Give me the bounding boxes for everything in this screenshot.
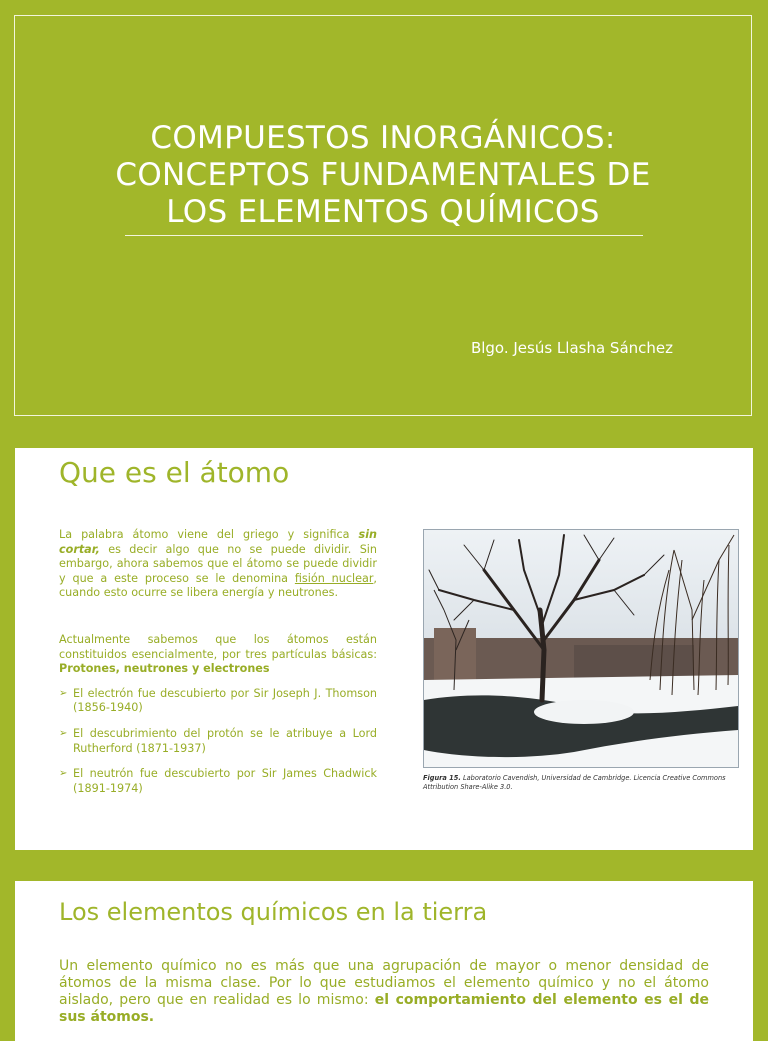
caption-label: Figura 15. (423, 774, 461, 782)
text-run: La palabra átomo viene del griego y significa (59, 528, 359, 541)
list-item-text: El neutrón fue descubierto por Sir James Chadwick (1891-1974) (73, 767, 377, 795)
list-item-text: El descubrimiento del protón se le atribuye a Lord Rutherford (1871-1937) (73, 726, 377, 755)
fision-nuclear-link[interactable]: fisión nuclear (294, 571, 374, 585)
text-run: , cuando esto ocurre se libera energía y neutrones. (59, 571, 377, 600)
caption-text: Laboratorio Cavendish, Universidad de Cambridge. Licencia Creative Commons Attribution Share-Alike 3.0. (423, 774, 726, 791)
author-name: Blgo. Jesús Llasha Sánchez (470, 339, 673, 357)
discoveries-list (59, 687, 377, 797)
slide-heading: Que es el átomo (59, 456, 290, 489)
presentation-title (15, 120, 751, 231)
atom-text-body (59, 528, 377, 807)
text-run: Actualmente sabemos que los átomos están constituidos esencialmente, por tres partículas básicas: (59, 632, 377, 661)
title-line-3: LOS ELEMENTOS QUÍMICOS (166, 194, 600, 230)
bold-text: el comportamiento del elemento es el de sus átomos. (59, 992, 710, 1025)
arrow-bullet-icon: ➢ (59, 687, 68, 699)
paragraph-particles (59, 633, 377, 677)
paragraph-intro (59, 528, 377, 601)
elements-slide (15, 881, 753, 1041)
figure-caption (423, 774, 741, 792)
text-run: Un elemento químico no es más que una agrupación de mayor o menor densidad de átomos de la misma clase. Por lo que estudiamos el elemento químico y no el átomo aislado, pero que en realidad es lo mismo: (59, 958, 709, 1008)
list-item (59, 727, 377, 756)
title-divider (125, 235, 643, 236)
winter-tree-illustration (424, 530, 738, 767)
slide-heading: Los elementos químicos en la tierra (59, 898, 488, 926)
list-item (59, 687, 377, 716)
emphasis-text: sin cortar, (59, 528, 377, 556)
elements-paragraph (59, 958, 709, 1026)
text-run: es decir algo que no se puede dividir. Sin embargo, ahora sabemos que el átomo se puede dividir y que a este proceso se le denomina (59, 542, 377, 585)
title-line-1: COMPUESTOS INORGÁNICOS: (150, 120, 616, 156)
list-item (59, 767, 377, 796)
cavendish-photo (423, 529, 739, 768)
title-slide (14, 15, 752, 416)
bold-text: Protones, neutrones y electrones (59, 662, 270, 676)
arrow-bullet-icon: ➢ (59, 768, 68, 780)
list-item-text: El electrón fue descubierto por Sir Joseph J. Thomson (1856-1940) (73, 686, 377, 715)
title-line-2: CONCEPTOS FUNDAMENTALES DE (115, 157, 651, 193)
arrow-bullet-icon: ➢ (59, 727, 68, 739)
atom-slide (15, 448, 753, 850)
